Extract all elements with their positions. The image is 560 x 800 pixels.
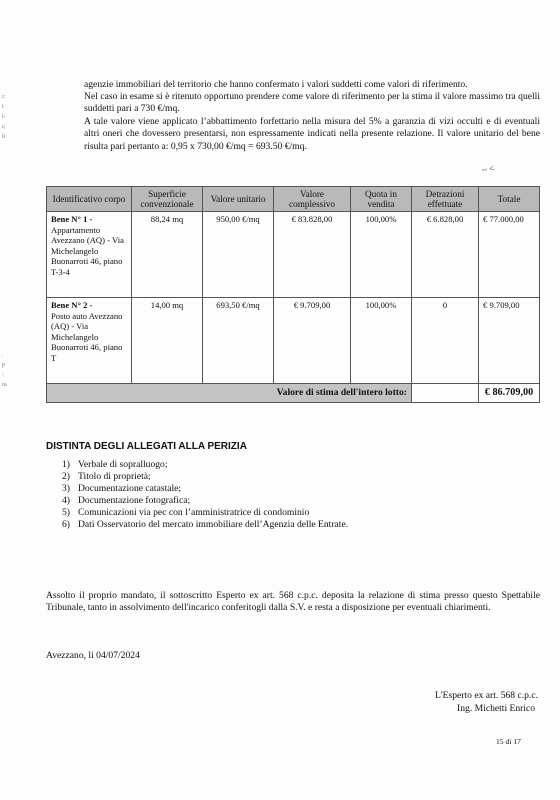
list-item: 1) Verbale di sopralluogo; [62,459,168,470]
row-2-total: € 9.709,00 [479,298,540,384]
table-header-row [47,187,540,212]
row-1-deductions: € 6.828,00 [412,212,479,298]
intro-line-1: agenzie immobiliari del territorio che hanno confermato i valori suddetti come valori di riferimento. [84,79,468,90]
list-item: 2) Titolo di proprietà; [62,471,151,483]
intro-paragraph-3: A tale valore viene applicato l’abbattimento forfettario nella misura del 5% a garanzia di vizi occulti e di eventuali altri oneri che dovessero presentarsi, non espressamente indicati nella presente relazione. Il valore unitario del bene risulta pari pertanto a: 0,95 x 730,00 €/mq = 693.50 €/mq. [84,116,540,152]
row-2-description: Posto auto Avezzano (AQ) - Via Michelangelo Buonarroti 46, piano T [51,310,123,363]
row-1-title: Bene N° 1 - [51,214,93,224]
row-2-deductions: 0 [412,298,479,384]
place-date: Avezzano, li 04/07/2024 [46,650,140,661]
header-surface: Superficie convenzionale [132,187,203,212]
row-2-identifier [47,298,132,384]
attachments-list [62,459,348,532]
header-share: Quota in vendita [351,187,412,212]
table-row [47,298,540,384]
signature-block [435,689,538,715]
row-2-share: 100,00% [351,298,412,384]
header-deductions: Detrazioni effettuate [412,187,479,212]
header-total: Totale [479,187,540,212]
attachments-heading: DISTINTA DEGLI ALLEGATI ALLA PERIZIA [46,441,247,452]
signature-title: L'Esperto ex art. 568 c.p.c. [435,690,538,701]
row-1-total-value: € 83.828,00 [274,212,351,298]
row-2-title: Bene N° 2 - [51,300,93,310]
row-1-identifier [47,212,132,298]
list-item: 5) Comunicazioni via pec con l’amministratrice di condominio [62,507,310,519]
row-1-total: € 77.000,00 [479,212,540,298]
row-2-surface: 14,00 mq [132,298,203,384]
list-item: 4) Documentazione fotografica; [62,495,191,507]
header-unit-value: Valore unitario [203,187,274,212]
total-label: Valore di stima dell'intero lotto: [47,384,412,403]
header-total-value: Valore complessivo [274,187,351,212]
row-1-surface: 88,24 mq [132,212,203,298]
row-1-share: 100,00% [351,212,412,298]
list-item: 3) Documentazione catastale; [62,483,182,495]
margin-scan-marks: ı: t l- ı; lı [2,94,6,140]
row-2-unit-value: 693,50 €/mq [203,298,274,384]
intro-paragraph-2: Nel caso in esame si è ritenuto opportuno prendere come valore di riferimento per la stima il valore massimo tra quelli suddetti pari a 730 €/mq. [84,91,540,115]
total-value: € 86.709,00 [479,384,540,403]
table-row [47,212,540,298]
handwritten-mark: ~ < [481,162,496,176]
row-1-description: Appartamento Avezzano (AQ) - Via Michelangelo Buonarroti 46, piano T-3-4 [51,224,124,277]
list-item: 6) Dati Osservatorio del mercato immobiliare dell’Agenzia delle Entrate. [62,519,349,531]
row-2-total-value: € 9.709,00 [274,298,351,384]
total-empty-cell [412,384,479,403]
margin-scan-marks-lower: . p : ra [2,352,7,388]
table-total-row [47,384,540,403]
valuation-table [46,186,540,403]
header-id: Identificativo corpo [47,187,132,212]
signature-name: Ing. Michetti Enrico [457,703,536,714]
row-1-unit-value: 950,00 €/mq [203,212,274,298]
closing-paragraph: Assolto il proprio mandato, il sottoscritto Esperto ex art. 568 c.p.c. deposita la relazione di stima presso questo Spettabile Tribunale, tanto in assolvimento dell'incarico conferitogli dalla S.V. e resta a disposizione per eventuali chiarimenti. [46,590,540,614]
page-number: 15 di 17 [496,737,521,746]
